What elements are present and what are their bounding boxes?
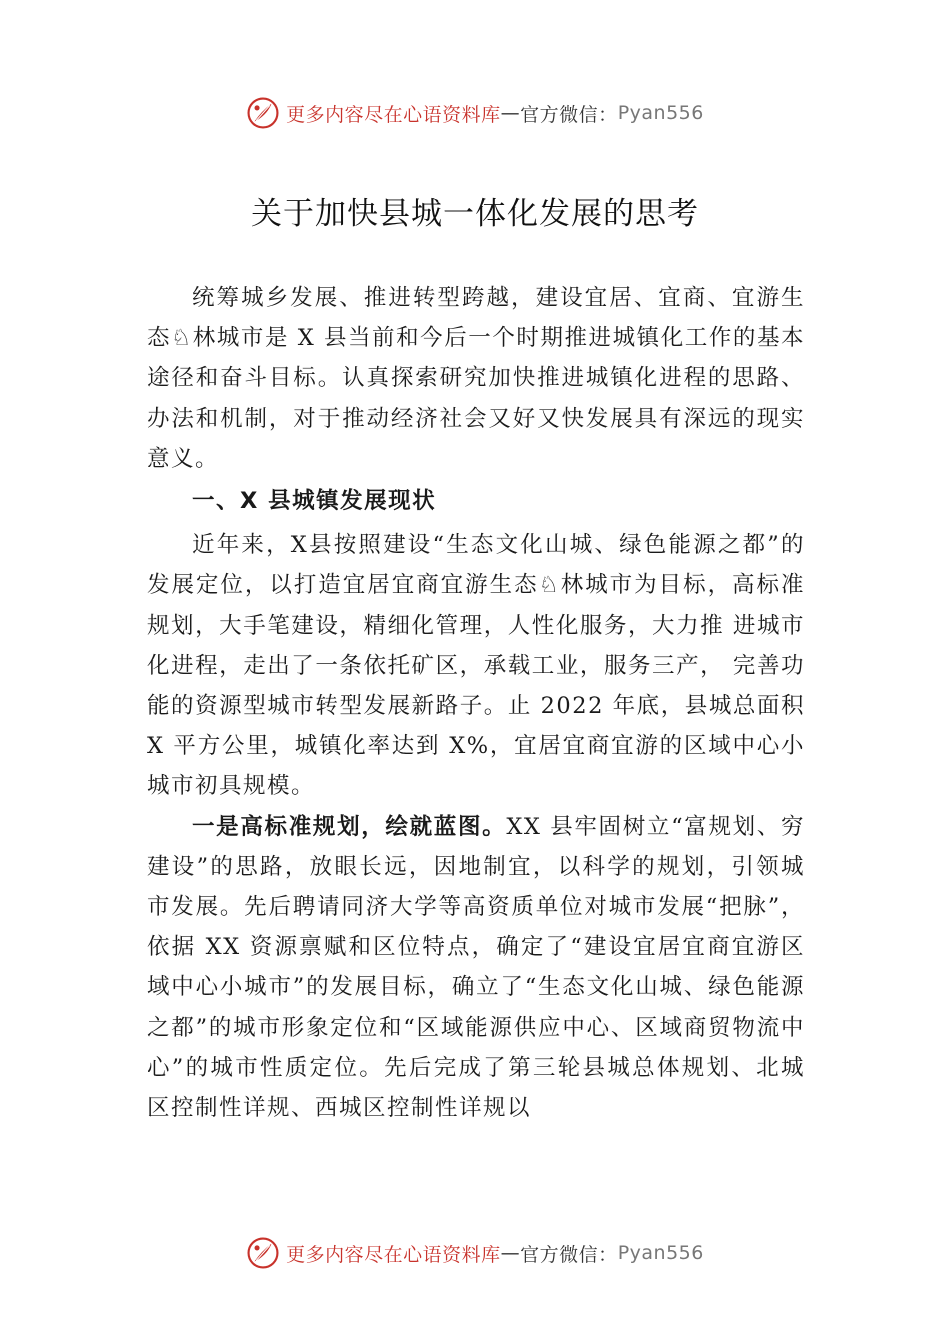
footer-banner	[0, 1236, 950, 1270]
banner-wechat-id: Pyan556	[617, 102, 704, 124]
banner-separator: —	[500, 102, 521, 124]
document-title: 关于加快县城一体化发展的思考	[251, 196, 699, 232]
banner-wechat-id: Pyan556	[617, 1242, 704, 1264]
banner-brand-text: 更多内容尽在心语资料库	[286, 103, 501, 126]
header-banner	[0, 96, 950, 130]
banner-separator: —	[500, 1242, 521, 1264]
intro-paragraph: 统筹城乡发展、推进转型跨越，建设宜居、宜商、宜游生态♘林城市是 X 县当前和今后一个时期推进城镇化工作的基本途径和奋斗目标。认真探索研究加快推进城镇化进程的思路、办法和机制，对于推动经济社会又好又快发展具有深远的现实意义。	[147, 285, 805, 472]
banner-wechat-label: 官方微信：	[520, 103, 618, 126]
section-heading: 一、X 县城镇发展现状	[192, 488, 437, 515]
quill-seal-icon	[246, 1236, 280, 1270]
section-paragraph: 近年来，X县按照建设“生态文化山城、绿色能源之都”的发展定位，以打造宜居宜商宜游生态♘林城市为目标，高标准规划，大手笔建设，精细化管理，人性化服务，大力推 进城市化进程，走出了一条依托矿区，承载工业，服务三产， 完善功能的资源型城市转型发展新路子。止 2022 年底，县城总面积 X 平方公里，城镇化率达到 X%，宜居宜商宜游的区域中心小城市初具规模。	[147, 532, 805, 800]
banner-brand-text: 更多内容尽在心语资料库	[286, 1243, 501, 1266]
banner-wechat-label: 官方微信：	[520, 1243, 618, 1266]
document-body	[147, 278, 805, 1128]
quill-seal-icon	[246, 96, 280, 130]
point-lead: 一是高标准规划，绘就蓝图。	[192, 813, 507, 840]
point-text: XX 县牢固树立“富规划、穷建设”的思路，放眼长远，因地制宜，以科学的规划，引领城市发展。先后聘请同济大学等高资质单位对城市发展“把脉”，依据 XX 资源禀赋和区位特点，确定了“建设宜居宜商宜游区域中心小城市”的发展目标，确立了“生态文化山城、绿色能源之都”的城市形象定位和“区域能源供应中心、区域商贸物流中心”的城市性质定位。先后完成了第三轮县城总体规划、北城区控制性详规、西城区控制性详规以	[147, 813, 805, 1122]
point-paragraph	[147, 807, 805, 1129]
